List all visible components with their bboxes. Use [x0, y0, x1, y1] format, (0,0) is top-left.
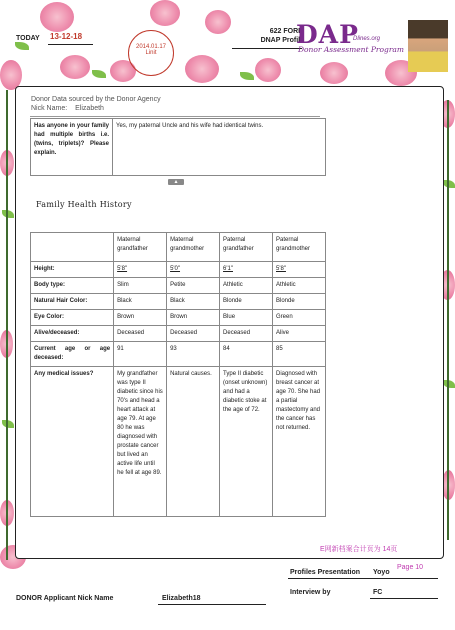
family-history-title: Family Health History: [36, 200, 132, 209]
today-date: 13-12-18: [50, 32, 83, 41]
table-cell: Green: [273, 310, 326, 326]
row-label: Eye Color:: [31, 310, 114, 326]
stamp-text: Linit: [145, 50, 157, 56]
nick-divider: [30, 116, 320, 117]
page-number: Page 10: [397, 564, 424, 571]
dap-subtitle: Donor Assessment Program: [298, 45, 404, 54]
table-cell: Blonde: [220, 294, 273, 310]
column-header: Paternal grandfather: [220, 233, 273, 262]
table-row: [31, 367, 326, 517]
table-row: [31, 294, 326, 310]
row-label: Current age or age deceased:: [31, 342, 114, 367]
table-cell: Deceased: [220, 326, 273, 342]
table-cell: Brown: [167, 310, 220, 326]
date-stamp: [128, 30, 174, 76]
table-cell: 5'8": [273, 262, 326, 278]
table-cell: Diagnosed with breast cancer at age 70. She had a partial mastectomy and the cancer has not returned.: [273, 367, 326, 517]
donor-nick-underline: [158, 604, 266, 605]
table-cell: 91: [114, 342, 167, 367]
interview-label: Interview by: [290, 589, 331, 596]
table-cell: Athletic: [220, 278, 273, 294]
table-row: [31, 342, 326, 367]
table-cell: 5'0": [167, 262, 220, 278]
nick-value: Elizabeth: [75, 105, 104, 112]
table-cell: Black: [114, 294, 167, 310]
table-cell: Brown: [114, 310, 167, 326]
table-cell: Alive: [273, 326, 326, 342]
table-cell: 6'1": [220, 262, 273, 278]
table-row: [31, 278, 326, 294]
table-cell: 93: [167, 342, 220, 367]
table-cell: Blonde: [273, 294, 326, 310]
form-number: 622 FORM: [269, 28, 304, 35]
table-cell: Natural causes.: [167, 367, 220, 517]
table-cell: Black: [167, 294, 220, 310]
table-cell: Type II diabetic (onset unknown) and had a diabetic stoke at the age of 72.: [220, 367, 273, 517]
table-cell: Athletic: [273, 278, 326, 294]
source-label: Donor Data sourced by the Donor Agency: [31, 96, 161, 103]
collapse-handle[interactable]: ▴: [168, 179, 184, 185]
today-label: TODAY: [16, 35, 40, 42]
table-row: [31, 262, 326, 278]
presentation-value: Yoyo: [373, 569, 390, 576]
row-label: Natural Hair Color:: [31, 294, 114, 310]
row-label: Height:: [31, 262, 114, 278]
column-header: Maternal grandfather: [114, 233, 167, 262]
table-cell: 84: [220, 342, 273, 367]
table-row: [31, 310, 326, 326]
form-title: [234, 27, 304, 45]
row-label: Body type:: [31, 278, 114, 294]
row-label: Alive/deceased:: [31, 326, 114, 342]
table-cell: Blue: [220, 310, 273, 326]
table-row: [31, 326, 326, 342]
today-underline: [48, 44, 93, 45]
table-cell: Petite: [167, 278, 220, 294]
table-cell: 85: [273, 342, 326, 367]
dap-logo: DAP: [296, 20, 359, 49]
table-cell: Deceased: [167, 326, 220, 342]
stamp-date: 2014.01.17: [135, 44, 167, 50]
multiple-births-answer: Yes, my paternal Uncle and his wife had identical twins.: [113, 119, 326, 176]
table-cell: Deceased: [114, 326, 167, 342]
multiple-births-question: Has anyone in your family had multiple births i.e. (twins, triplets)? Please explain.: [31, 119, 113, 176]
row-label: Any medical issues?: [31, 367, 114, 517]
table-corner-cell: [31, 233, 114, 262]
table-header-row: [31, 233, 326, 262]
form-underline: [232, 48, 302, 49]
donor-photo: [408, 20, 448, 72]
nick-label: Nick Name:: [31, 105, 68, 112]
page-count-watermark: E网新档案合计页为 14页: [320, 546, 398, 553]
multiple-births-table: [30, 118, 326, 176]
nick-row: [31, 105, 104, 112]
dap-site: Dlines.org: [353, 36, 381, 42]
table-cell: 5'8": [114, 262, 167, 278]
family-history-table: [30, 232, 326, 517]
presentation-underline: [288, 578, 438, 579]
donor-nick-value: Elizabeth18: [162, 595, 201, 602]
form-name: DNAP Profile: [260, 37, 304, 44]
table-cell: Slim: [114, 278, 167, 294]
interview-value: FC: [373, 589, 383, 596]
presentation-label: Profiles Presentation: [290, 569, 361, 576]
interview-underline: [370, 598, 438, 599]
column-header: Paternal grandmother: [273, 233, 326, 262]
column-header: Maternal grandmother: [167, 233, 220, 262]
table-cell: My grandfather was type II diabetic since his 70's and head a heart attack at age 79. At age 80 he was diagnosed with prostate cancer but lived an active life until he fell at age 89.: [114, 367, 167, 517]
donor-nick-label: DONOR Applicant Nick Name: [16, 595, 114, 602]
